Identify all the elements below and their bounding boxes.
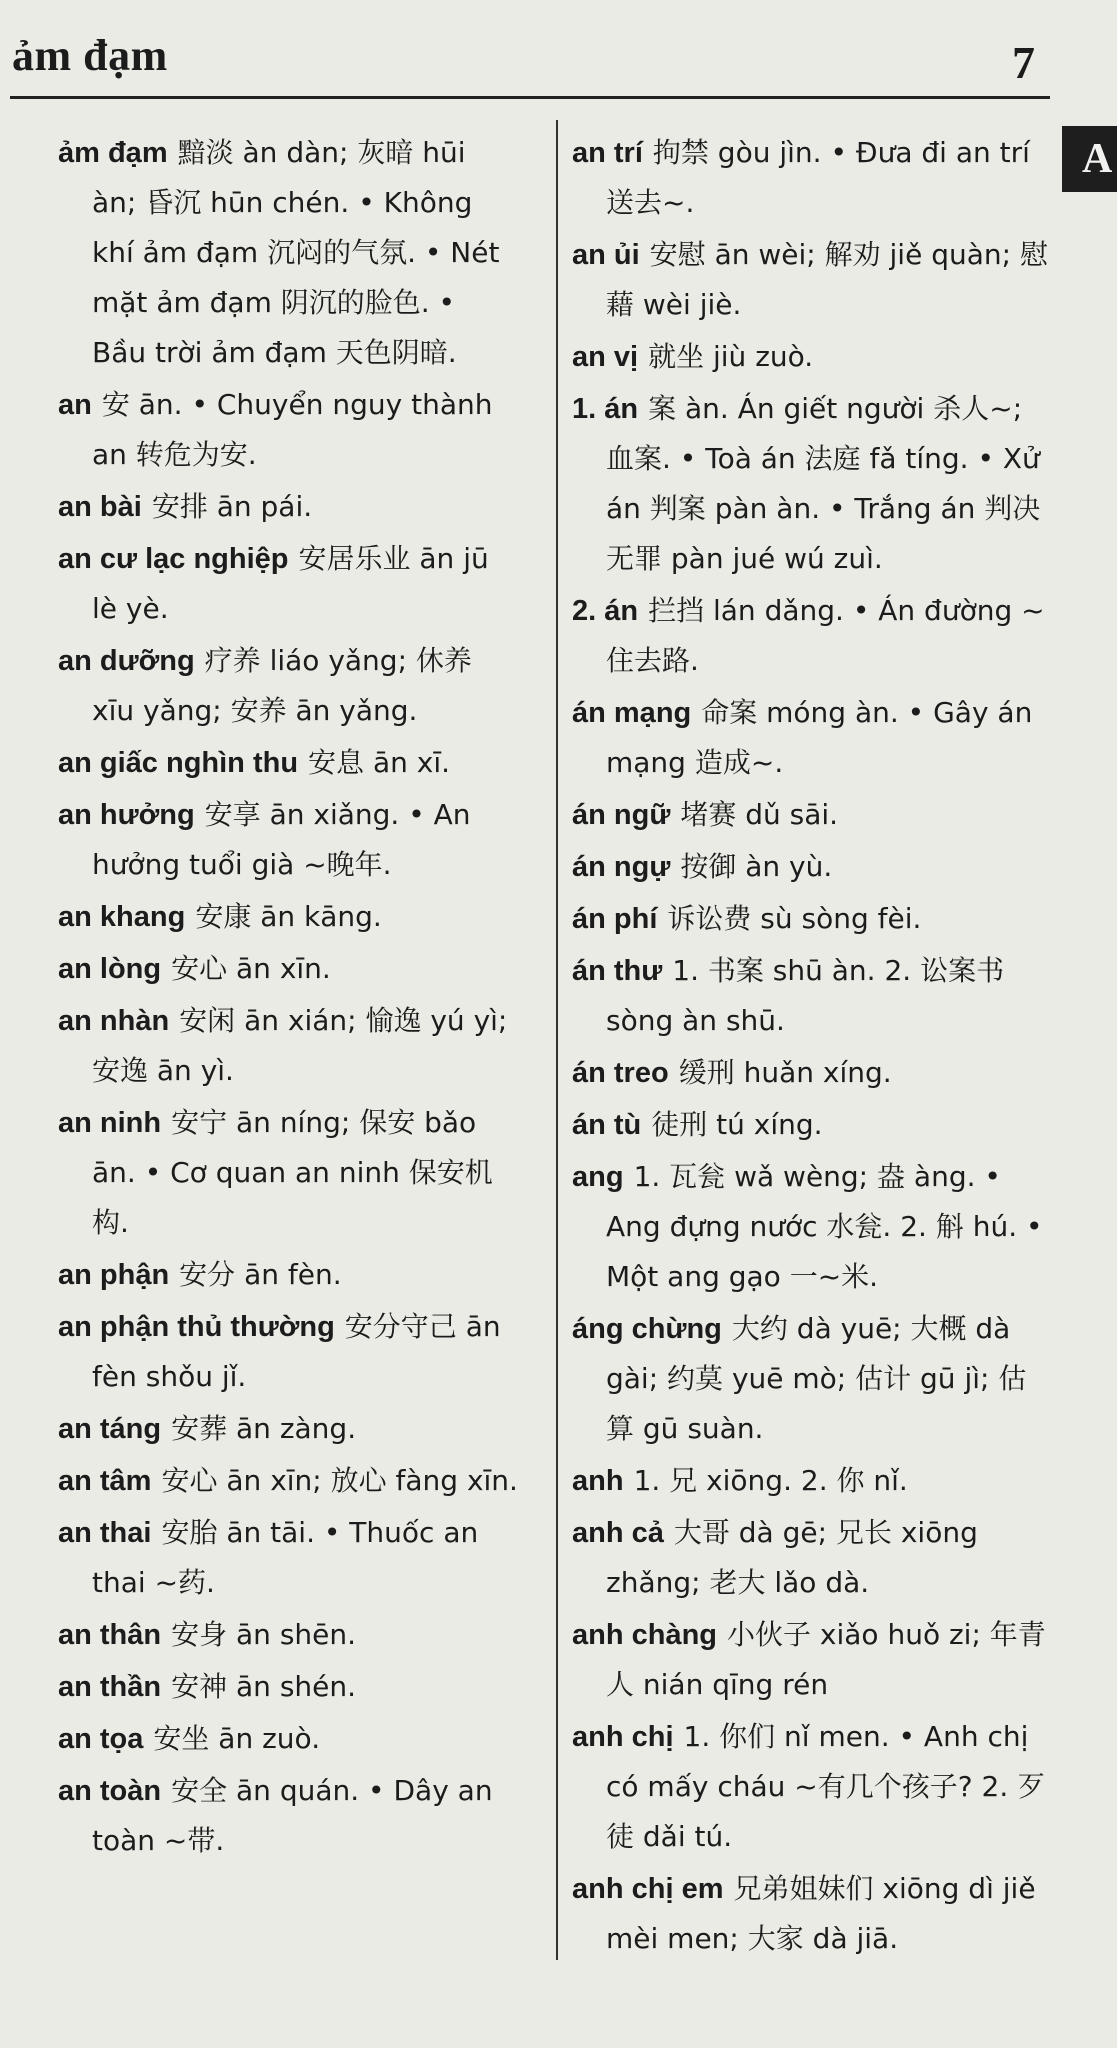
definition: 安葬 ān zàng. — [171, 1412, 357, 1445]
definition: 小伙子 xiǎo huǒ zi; 年青人 nián qīng rén — [606, 1618, 1046, 1701]
headword: an toàn — [58, 1775, 162, 1807]
definition: 1. 你们 nǐ men. • Anh chị có mấy cháu ~有几个孩子? 2. 歹徒 dǎi tú. — [606, 1720, 1046, 1853]
entry — [572, 384, 1048, 584]
headword: án ngự — [572, 851, 671, 883]
headword: anh chàng — [572, 1619, 718, 1651]
headword: anh — [572, 1465, 624, 1497]
entry — [572, 1456, 1048, 1506]
headword: an giấc nghìn thu — [58, 747, 299, 779]
entry — [572, 128, 1048, 228]
column-divider — [556, 120, 558, 1960]
entry — [58, 738, 518, 788]
entry — [58, 1404, 518, 1454]
headword: an bài — [58, 491, 142, 523]
entry — [58, 482, 518, 532]
entry — [572, 894, 1048, 944]
definition: 1. 兄 xiōng. 2. 你 nǐ. — [633, 1464, 908, 1497]
definition: 安身 ān shēn. — [171, 1618, 357, 1651]
headword: áng chừng — [572, 1313, 722, 1345]
entry — [572, 230, 1048, 330]
definition: 案 àn. Án giết người 杀人~; 血案. • Toà án 法庭 fǎ tíng. • Xử án 判案 pàn àn. • Trắng án 判决无罪 pàn jué wú zuì. — [606, 392, 1041, 575]
definition: 安胎 ān tāi. • Thuốc an thai ~药. — [92, 1516, 479, 1599]
page-number: 7 — [1012, 37, 1035, 88]
page-header-word: ảm đạm — [12, 31, 168, 80]
definition: 按御 àn yù. — [680, 850, 833, 883]
entry — [572, 842, 1048, 892]
definition: 诉讼费 sù sòng fèi. — [667, 902, 922, 935]
headword: án tù — [572, 1109, 642, 1141]
entry — [58, 1662, 518, 1712]
letter-tab: A — [1062, 126, 1117, 192]
entry — [58, 636, 518, 736]
headword: án thư — [572, 955, 663, 987]
headword: an ninh — [58, 1107, 162, 1139]
definition: 大哥 dà gē; 兄长 xiōng zhǎng; 老大 lǎo dà. — [606, 1516, 978, 1599]
entry — [58, 892, 518, 942]
entry — [58, 996, 518, 1096]
entry — [58, 1302, 518, 1402]
definition: 命案 móng àn. • Gây án mạng 造成~. — [606, 696, 1033, 779]
headword: an lòng — [58, 953, 162, 985]
headword: an tọa — [58, 1723, 144, 1755]
headword: án mạng — [572, 697, 692, 729]
headword: an cư lạc nghiệp — [58, 543, 289, 575]
entry — [572, 1712, 1048, 1862]
entry — [58, 1098, 518, 1248]
headword: an trí — [572, 137, 643, 169]
definition: 拦挡 lán dǎng. • Án đường ~住去路. — [606, 594, 1045, 677]
headword: án phí — [572, 903, 658, 935]
header-rule — [10, 96, 1050, 99]
definition: 安 ān. • Chuyển nguy thành an 转危为安. — [92, 388, 493, 471]
headword: an — [58, 389, 92, 421]
entry — [58, 1610, 518, 1660]
headword: an khang — [58, 901, 186, 933]
entry — [572, 332, 1048, 382]
headword: anh chị em — [572, 1873, 724, 1905]
entry — [58, 944, 518, 994]
headword: an tâm — [58, 1465, 152, 1497]
definition: 缓刑 huǎn xíng. — [678, 1056, 892, 1089]
definition: 安坐 ān zuò. — [153, 1722, 321, 1755]
headword: anh cả — [572, 1517, 664, 1549]
definition: 安全 ān quán. • Dây an toàn ~带. — [92, 1774, 493, 1857]
entry — [572, 586, 1048, 686]
headword: an vị — [572, 341, 639, 373]
entry — [572, 1508, 1048, 1608]
entry — [58, 790, 518, 890]
definition: 安心 ān xīn; 放心 fàng xīn. — [161, 1464, 518, 1497]
headword: ang — [572, 1161, 624, 1193]
definition: 兄弟姐妹们 xiōng dì jiě mèi men; 大家 dà jiā. — [606, 1872, 1036, 1955]
headword: án ngữ — [572, 799, 671, 831]
headword: an phận thủ thường — [58, 1311, 335, 1343]
entry — [572, 946, 1048, 1046]
headword: an ủi — [572, 239, 640, 271]
definition: 安心 ān xīn. — [171, 952, 331, 985]
entry — [572, 790, 1048, 840]
entry — [58, 1714, 518, 1764]
definition: 安息 ān xī. — [308, 746, 451, 779]
entry — [58, 1456, 518, 1506]
headword: an phận — [58, 1259, 170, 1291]
entry — [58, 534, 518, 634]
definition: 安康 ān kāng. — [195, 900, 382, 933]
entry — [572, 1304, 1048, 1454]
headword: an nhàn — [58, 1005, 170, 1037]
headword: an hưởng — [58, 799, 195, 831]
headword: án treo — [572, 1057, 669, 1089]
entry — [572, 688, 1048, 788]
entry — [58, 1250, 518, 1300]
entry — [572, 1152, 1048, 1302]
definition: 安神 ān shén. — [171, 1670, 357, 1703]
definition: 就坐 jiù zuò. — [648, 340, 814, 373]
headword: an thai — [58, 1517, 152, 1549]
right-column — [572, 128, 1048, 1966]
entry — [572, 1864, 1048, 1964]
entry — [58, 128, 518, 378]
definition: 疗养 liáo yǎng; 休养 xīu yǎng; 安养 ān yǎng. — [92, 644, 472, 727]
definition: 堵赛 dǔ sāi. — [680, 798, 839, 831]
definition: 安分守己 ān fèn shǒu jǐ. — [92, 1310, 501, 1393]
entry — [58, 1766, 518, 1866]
headword: 1. án — [572, 393, 639, 425]
definition: 安闲 ān xián; 愉逸 yú yì; 安逸 ān yì. — [92, 1004, 508, 1087]
entry — [572, 1610, 1048, 1710]
definition: 黯淡 àn dàn; 灰暗 hūi àn; 昏沉 hūn chén. • Không khí ảm đạm 沉闷的气氛. • Nét mặt ảm đạm 阴沉的脸色. • Bầu trời ảm đạm 天色阴暗. — [92, 136, 500, 369]
left-column — [58, 128, 518, 1868]
definition: 安居乐业 ān jū lè yè. — [92, 542, 489, 625]
definition: 大约 dà yuē; 大概 dà gài; 约莫 yuē mò; 估计 gū jì; 估算 gū suàn. — [606, 1312, 1027, 1445]
definition: 徒刑 tú xíng. — [651, 1108, 823, 1141]
headword: ảm đạm — [58, 137, 168, 169]
definition: 安慰 ān wèi; 解劝 jiě quàn; 慰藉 wèi jiè. — [606, 238, 1048, 321]
definition: 安宁 ān níng; 保安 bǎo ān. • Cơ quan an ninh 保安机构. — [92, 1106, 493, 1239]
entry — [572, 1100, 1048, 1150]
definition: 安排 ān pái. — [151, 490, 313, 523]
headword: 2. án — [572, 595, 639, 627]
entry — [58, 1508, 518, 1608]
definition: 安分 ān fèn. — [179, 1258, 342, 1291]
entry — [572, 1048, 1048, 1098]
definition: 拘禁 gòu jìn. • Đưa đi an trí 送去~. — [606, 136, 1030, 219]
definition: 1. 瓦瓮 wǎ wèng; 盎 àng. • Ang đựng nước 水瓮. 2. 斛 hú. • Một ang gạo 一~米. — [606, 1160, 1043, 1293]
definition: 1. 书案 shū àn. 2. 讼案书 sòng àn shū. — [606, 954, 1005, 1037]
definition: 安享 ān xiǎng. • An hưởng tuổi già ~晚年. — [92, 798, 471, 881]
entry — [58, 380, 518, 480]
headword: an táng — [58, 1413, 162, 1445]
headword: an thân — [58, 1619, 162, 1651]
headword: an dưỡng — [58, 645, 195, 677]
headword: an thần — [58, 1671, 162, 1703]
headword: anh chị — [572, 1721, 674, 1753]
